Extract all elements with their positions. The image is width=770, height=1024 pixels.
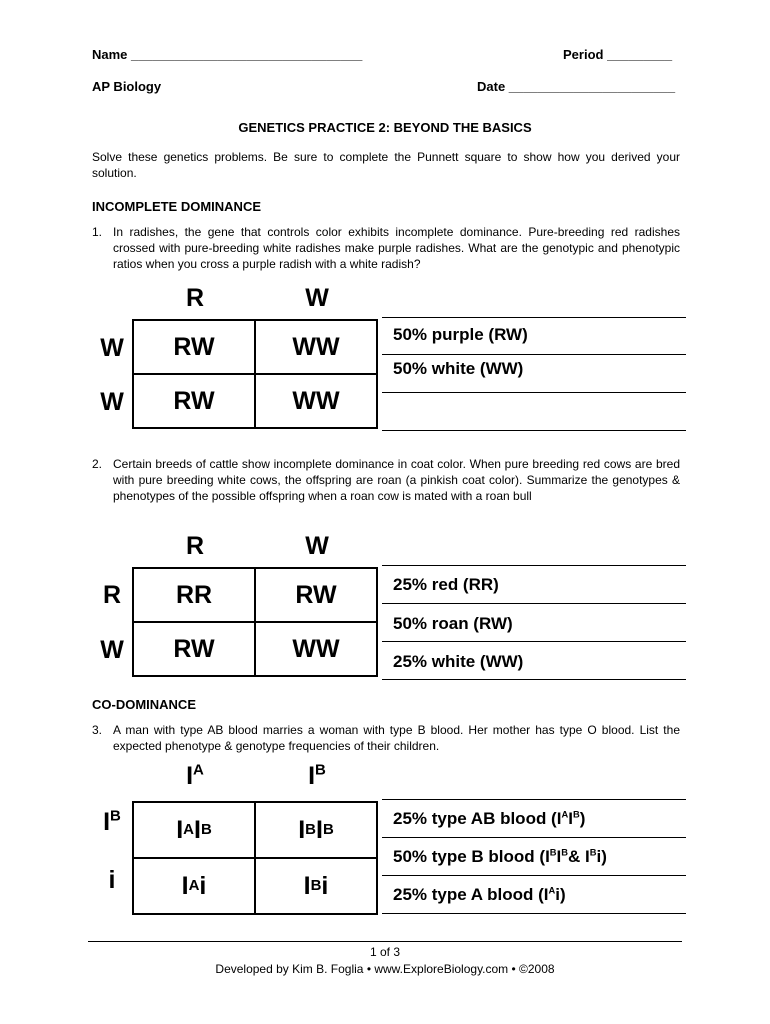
page-number: 1 of 3 bbox=[369, 945, 401, 959]
answer-line bbox=[382, 354, 686, 355]
period-field-label: Period _________ bbox=[563, 47, 673, 62]
q2-punnett-square bbox=[132, 567, 378, 677]
q2-col-label-2: W bbox=[305, 532, 329, 560]
answer-line bbox=[382, 837, 686, 838]
q1-text: In radishes, the gene that controls color exhibits incomplete dominance. Pure-breeding red radishes crossed with pure-breeding white radishes make purple radishes. What are the genotypic and phenotypic ratios when you cross a purple radish with a white radish? bbox=[113, 225, 680, 271]
punnett-cell: WW bbox=[255, 374, 377, 428]
q2-text: Certain breeds of cattle show incomplete dominance in coat color. When pure breeding red cows are bred with pure breeding white cows, the offspring are roan (a pinkish coat color). Summarize the genotypes & phenotypes of the possible offspring when a roan cow is mated with a roan bull bbox=[113, 457, 680, 503]
punnett-cell: I A I B bbox=[133, 802, 255, 858]
answer-line bbox=[382, 913, 686, 914]
q3-row-label-2: i bbox=[108, 866, 116, 894]
q3-punnett-square bbox=[132, 801, 378, 915]
answer-line bbox=[382, 317, 686, 318]
q1-punnett-square bbox=[132, 319, 378, 429]
answer-line bbox=[382, 679, 686, 680]
punnett-cell: WW bbox=[255, 320, 377, 374]
answer-line bbox=[382, 565, 686, 566]
punnett-cell: RR bbox=[133, 568, 255, 622]
q3-number: 3. bbox=[92, 723, 103, 737]
punnett-cell: WW bbox=[255, 622, 377, 676]
q1-row-label-1: W bbox=[100, 334, 124, 362]
q2-row-label-2: W bbox=[100, 636, 124, 664]
date-field-label: Date _______________________ bbox=[477, 79, 676, 94]
q1-number: 1. bbox=[92, 225, 103, 239]
q1-row-label-2: W bbox=[100, 388, 124, 416]
q1-col-label-2: W bbox=[305, 284, 329, 312]
footer-credit: Developed by Kim B. Foglia • www.ExploreBiology.com • ©2008 bbox=[215, 962, 555, 976]
answer-line bbox=[382, 641, 686, 642]
q3-col-label-1: $I^A$ bbox=[186, 761, 204, 790]
q3-row-label-1: $I^B$ bbox=[103, 807, 121, 836]
punnett-cell: RW bbox=[133, 374, 255, 428]
page-title: GENETICS PRACTICE 2: BEYOND THE BASICS bbox=[238, 120, 532, 135]
q2-answer-3: 25% white (WW) bbox=[393, 652, 524, 671]
punnett-cell: RW bbox=[133, 622, 255, 676]
q2-row-label-1: R bbox=[102, 581, 122, 609]
q2-number: 2. bbox=[92, 457, 103, 471]
course-name: AP Biology bbox=[92, 79, 162, 94]
punnett-cell: I B I B bbox=[255, 802, 377, 858]
answer-line bbox=[382, 603, 686, 604]
intro-text: Solve these genetics problems. Be sure to complete the Punnett square to show how you derived your solution. bbox=[92, 150, 680, 180]
answer-line bbox=[382, 875, 686, 876]
q2-answer-1: 25% red (RR) bbox=[393, 575, 499, 594]
name-field-label: Name ________________________________ bbox=[92, 47, 363, 62]
section-codominance: CO-DOMINANCE bbox=[92, 697, 196, 712]
punnett-cell: RW bbox=[255, 568, 377, 622]
q3-answer-2: 50% type B blood ($I^BI^B\&$ $I^Bi$) bbox=[393, 847, 607, 866]
answer-line bbox=[382, 392, 686, 393]
q3-col-label-2: $I^B$ bbox=[308, 761, 326, 790]
punnett-cell: RW bbox=[133, 320, 255, 374]
punnett-cell: I A i bbox=[133, 858, 255, 914]
q1-answer-1: 50% purple (RW) bbox=[393, 325, 528, 344]
punnett-cell: I B i bbox=[255, 858, 377, 914]
q2-answer-2: 50% roan (RW) bbox=[393, 614, 513, 633]
q3-answer-1: 25% type AB blood $(I^AI^B)$ bbox=[393, 809, 586, 828]
q3-text: A man with type AB blood marries a woman with type B blood. Her mother has type O blood. List the expected phenotype & genotype frequencies of their children. bbox=[113, 723, 680, 753]
section-incomplete-dominance: INCOMPLETE DOMINANCE bbox=[92, 199, 261, 214]
footer-divider bbox=[88, 941, 682, 942]
q3-answer-3: 25% type A blood $(I^Ai)$ bbox=[393, 885, 566, 904]
answer-line bbox=[382, 430, 686, 431]
q1-answer-2: 50% white (WW) bbox=[393, 359, 524, 378]
answer-line bbox=[382, 799, 686, 800]
q1-col-label-1: R bbox=[185, 284, 205, 312]
q2-col-label-1: R bbox=[185, 532, 205, 560]
